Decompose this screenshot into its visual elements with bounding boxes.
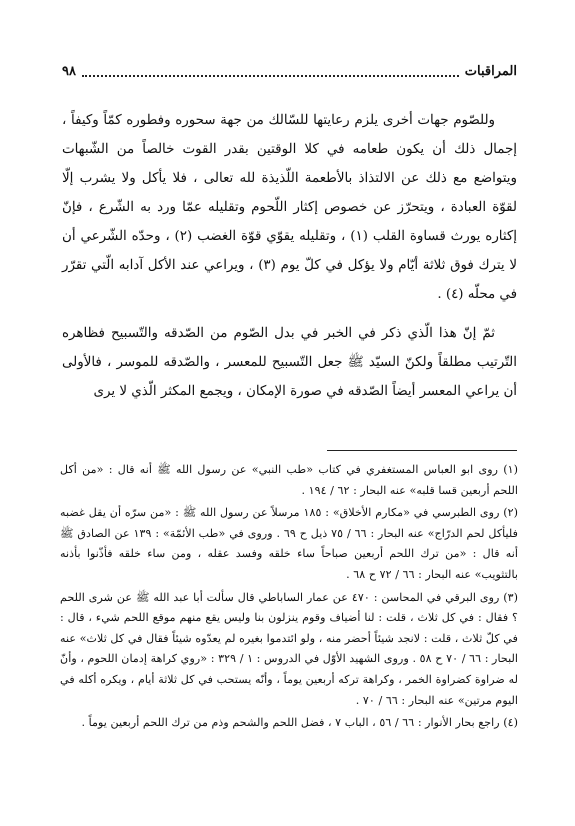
footnote: (٢) روى الطبرسي في «مكارم الأخلاق» : ١٨٥ مرسلاً عن رسول الله ﷺ : «من سرّه أن يقل غضبه فليأكل لحم الدرّاج» عنه البحار : ٦٦ / ٧٥ ذيل ح ٦٩ . وروى في «طب الأئمّة» : ١٣٩ عن الصادق ﷺ أنه قال : «من ترك اللحم أربعين صباحاً ساء خلقه وفسد عقله ، ومن ساء خلقه فأذّنوا بأذنه بالتثويب» عنه البحار : ٦٦ / ٧٢ ح ٦٨ . bbox=[60, 506, 519, 581]
footnote: (٣) روى البرقي في المحاسن : ٤٧٠ عن عمار الساباطي قال سألت أبا عبد الله ﷺ عن شرى اللحم ؟ فقال : في كل ثلاث ، قلت : لنا أضياف وقوم ينزلون بنا وليس يقع منهم موقع اللحم شيء ، قال : في كلّ ثلاث ، قلت : لانجد شيئاً أحضر منه ، ولو ائتدموا بغيره لم يعدّوه شيئاً فقال في كل ثلاث» عنه البحار : ٦٦ / ٧٠ ح ٥٨ . وروى الشهيد الأوّل في الدروس : ١ / ٣٢٩ : «روي كراهة إدمان اللحوم ، وأنّ له ضراوة كضراوة الخمر ، وكراهة تركه أربعين يوماً ، وأنّه يستحب في كل ثلاثة أيام ، ويكره أكله في اليوم مرتين» عنه البحار : ٦٦ / ٧٠ . bbox=[60, 590, 519, 707]
paragraph: ثمّ إنّ هذا الّذي ذكر في الخبر في بدل الصّوم من الصّدقه والتّسبيح فظاهره التّرتيب مطلقاً ولكنّ السيّد ﷺ جعل التّسبيح للمعسر ، والصّدقه للموسر ، فالأولى أن يراعي المعسر أيضاً الصّدقه في صورة الإمكان ، ويجمع المكثر الّذي لا يرى bbox=[62, 326, 517, 399]
footnote: (١) روى ابو العباس المستغفري في كتاب «طب النبي» عن رسول الله ﷺ أنه قال : «من أكل اللحم أربعين قسا قلبه» عنه البحار : ٦٢ / ١٩٤ . bbox=[60, 463, 518, 497]
running-header bbox=[62, 60, 517, 82]
footnotes bbox=[60, 460, 518, 736]
header-dotted-leader bbox=[82, 65, 459, 77]
footnote: (٤) راجع بحار الأنوار : ٦٦ / ٥٦ ، الباب ٧ ، فضل اللحم والشحم وذم من ترك اللحم أربعين يوماً . bbox=[81, 716, 518, 730]
page-number: ٩٨ bbox=[62, 63, 76, 79]
chapter-title: المراقبات bbox=[464, 63, 517, 79]
footnote-separator bbox=[327, 450, 517, 451]
main-text bbox=[62, 106, 517, 406]
paragraph: وللصّوم جهات أخرى يلزم رعايتها للسّالك من جهة سحوره وفطوره كمّاً وكيفاً ، إجمال ذلك أن يكون طعامه في كلا الوقتين بقدر القوت خالصاً من الشّبهات ويتواضع مع ذلك عن الالتذاذ بالأطعمة اللّذيذة لله تعالى ، فلا يأكل ولا يشرب إلّا لقوّة العبادة ، ويتحرّز عن خصوص إكثار اللّحوم وتقليله عمّا ورد به الشّرع ، فإنّ إكثاره يورث قساوة القلب (١) ، وتقليله يقوّي قوّة الغضب (٢) ، وحدّه الشّرعي أن لا يترك فوق ثلاثة أيّام ولا يؤكل في كلّ يوم (٣) ، ويراعي عند الأكل آدابه الّتي تقرّر في محلّه (٤) . bbox=[62, 113, 517, 302]
